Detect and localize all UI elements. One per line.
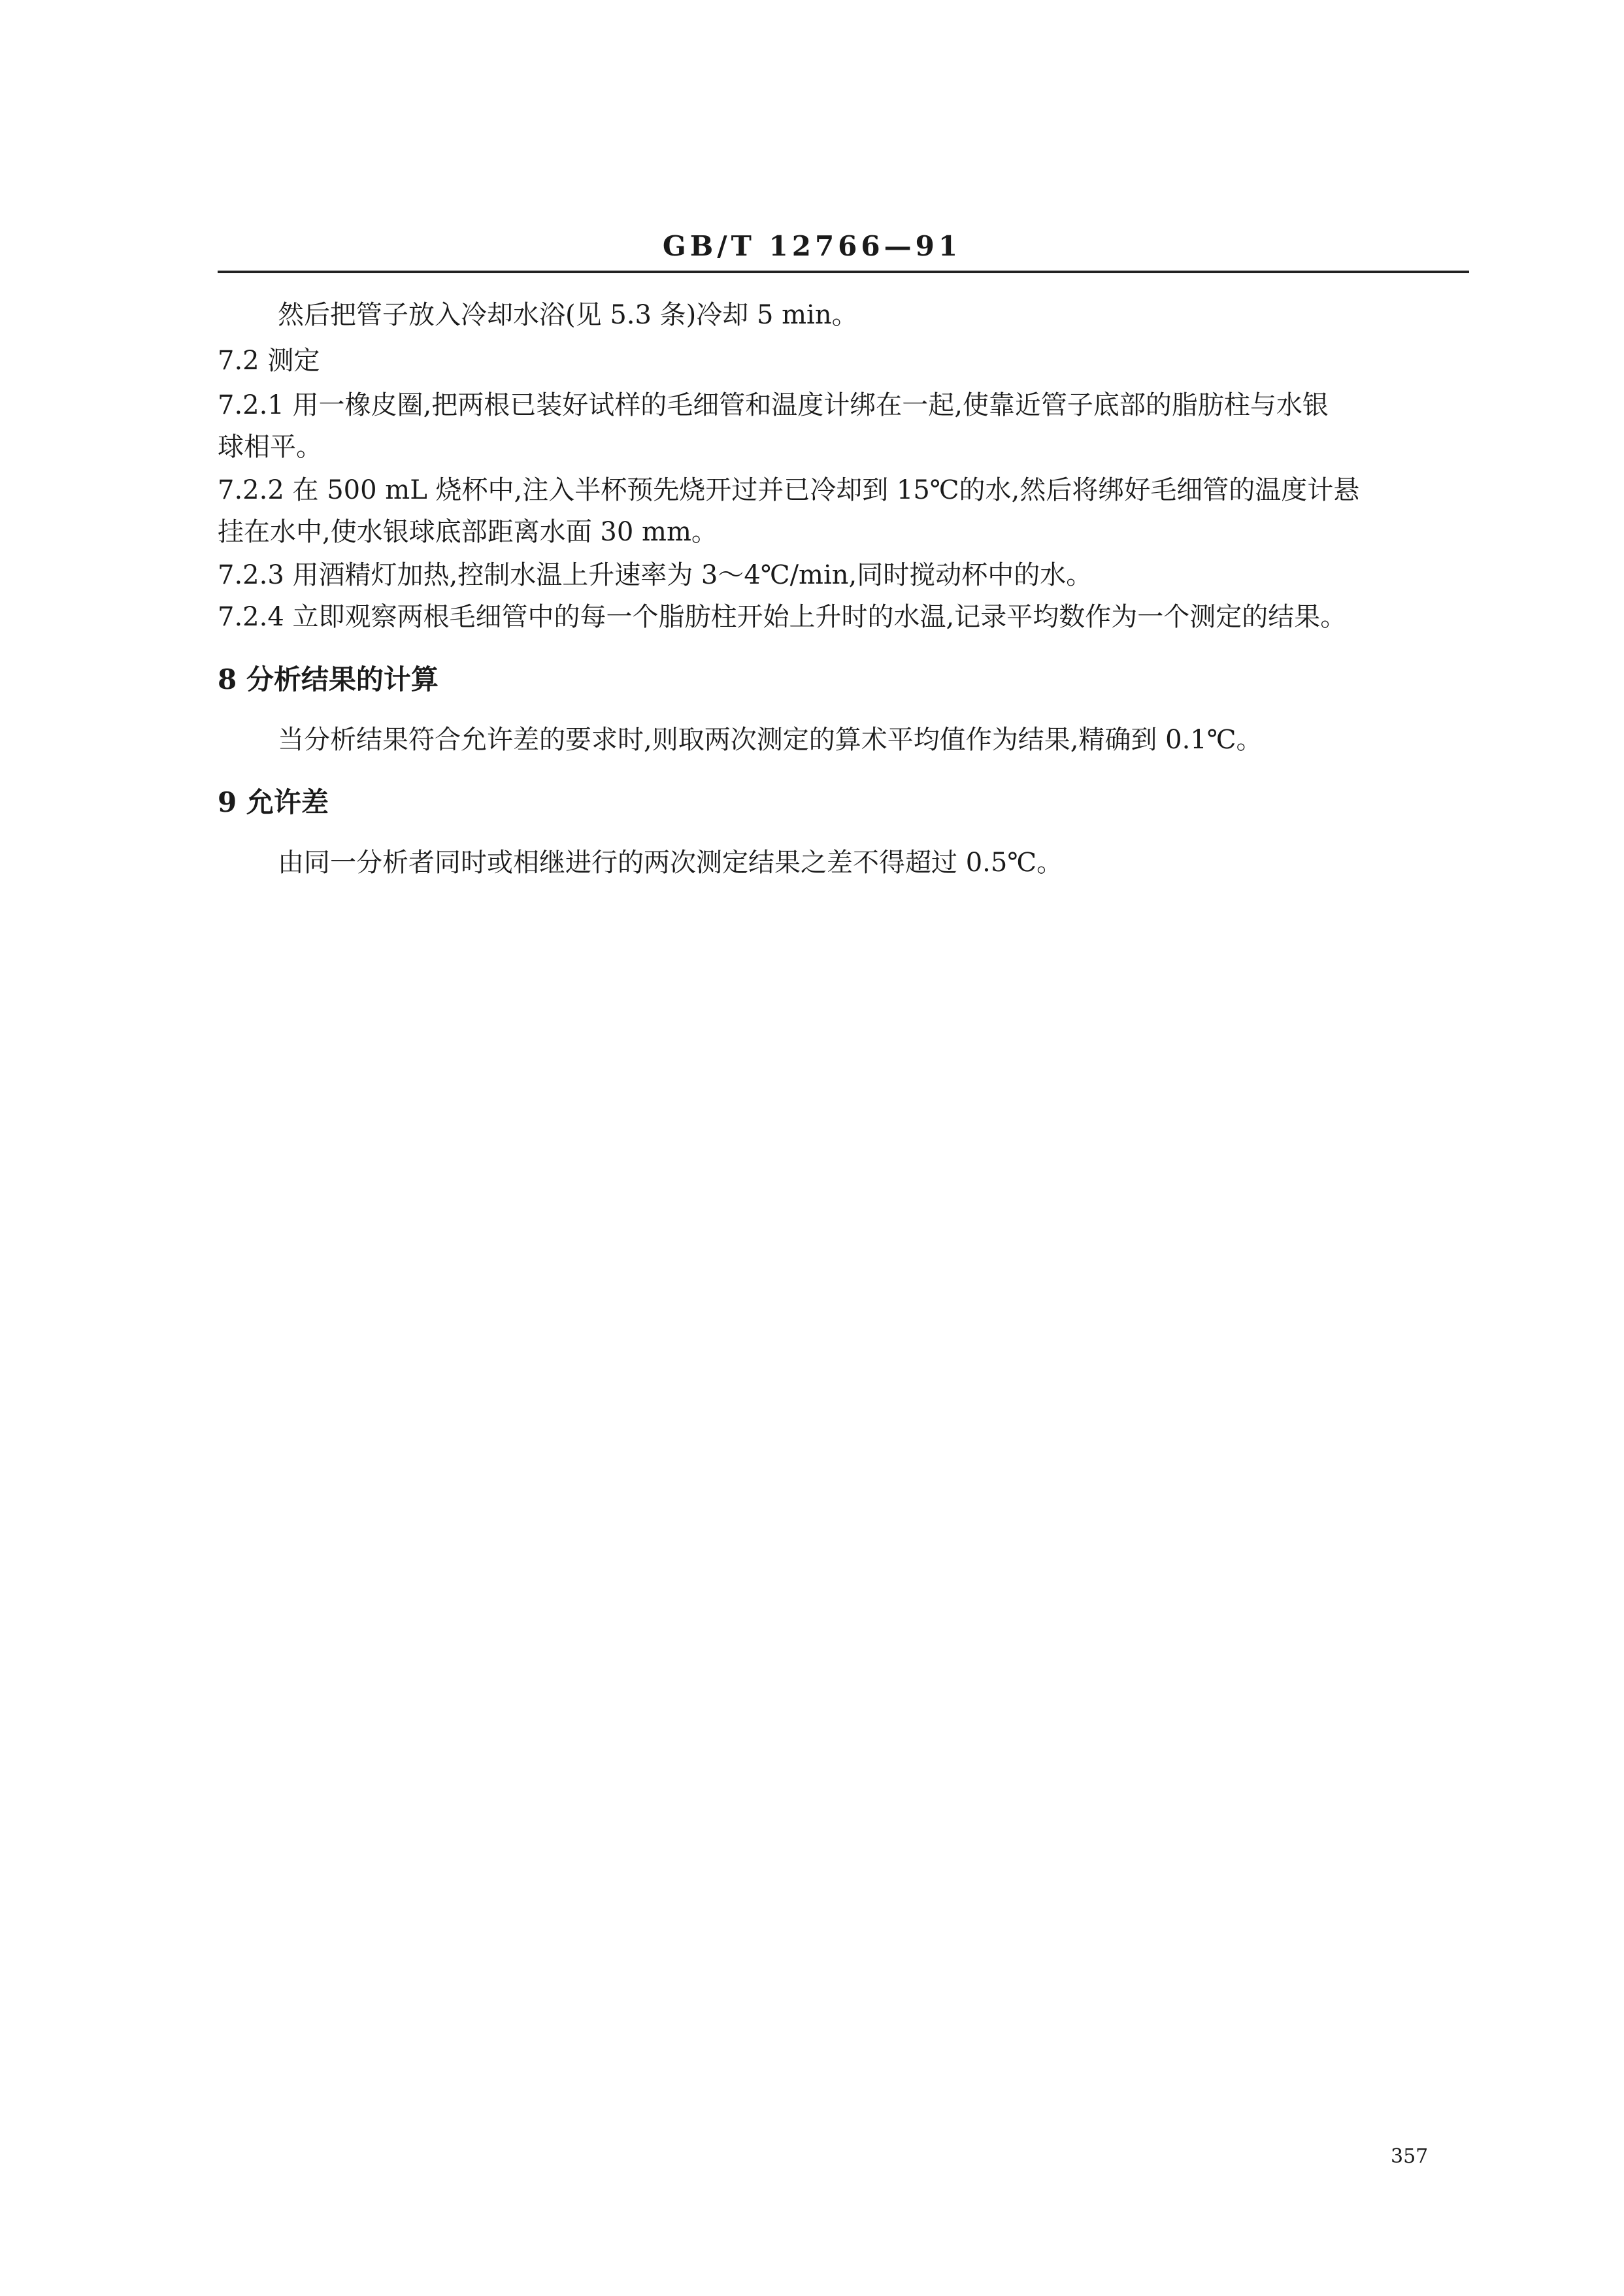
clause-7-2-1-cont: 球相平。	[218, 432, 322, 462]
section-8-heading: 8 分析结果的计算	[218, 663, 439, 695]
section-9-paragraph: 由同一分析者同时或相继进行的两次测定结果之差不得超过 0.5℃。	[278, 848, 1063, 878]
header-rule	[218, 271, 1469, 273]
standard-code-header: GB/T 12766—91	[662, 230, 962, 262]
clause-7-2-2: 7.2.2 在 500 mL 烧杯中,注入半杯预先烧开过并已冷却到 15℃的水,然后将绑好毛细管的温度计悬	[218, 475, 1360, 505]
clause-7-2-2-cont: 挂在水中,使水银球底部距离水面 30 mm。	[218, 517, 718, 547]
clause-7-2-1: 7.2.1 用一橡皮圈,把两根已装好试样的毛细管和温度计绑在一起,使靠近管子底部的脂肪柱与水银	[218, 390, 1329, 420]
clause-7-2-3: 7.2.3 用酒精灯加热,控制水温上升速率为 3～4℃/min,同时搅动杯中的水。	[218, 560, 1093, 590]
section-9-heading: 9 允许差	[218, 786, 329, 818]
paragraph-line: 然后把管子放入冷却水浴(见 5.3 条)冷却 5 min。	[278, 300, 858, 330]
section-7-2-title: 7.2 测定	[218, 346, 320, 376]
page-number: 357	[1391, 2145, 1429, 2168]
clause-7-2-4: 7.2.4 立即观察两根毛细管中的每一个脂肪柱开始上升时的水温,记录平均数作为一个测定的结果。	[218, 602, 1347, 632]
section-8-paragraph: 当分析结果符合允许差的要求时,则取两次测定的算术平均值作为结果,精确到 0.1℃。	[278, 725, 1263, 755]
